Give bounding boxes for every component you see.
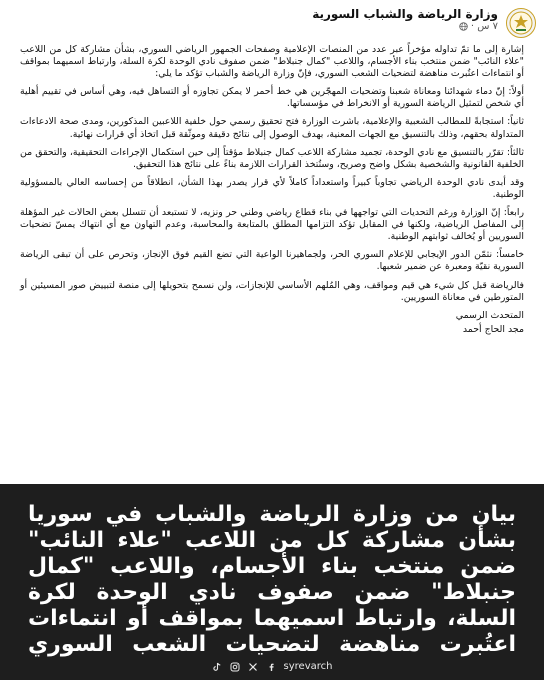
banner-headline: بيان من وزارة الرياضة والشباب في سوريا بشأن مشاركة كل من اللاعب "علاء النائب" ضمن منتخب بناء الأجسام، واللاعب "كمال جنبلاط" ضمن صفوف نادي الوحدة لكرة السلة، وارتباط اسميهما بمواقف أو انتماءات اعتُبرت مناهضة لتضحيات الشعب السوري bbox=[28, 502, 516, 657]
globe-icon bbox=[459, 22, 468, 31]
facebook-icon bbox=[266, 662, 276, 672]
headline-banner bbox=[0, 484, 544, 680]
page-avatar[interactable] bbox=[506, 8, 536, 38]
signature-title: المتحدث الرسمي bbox=[455, 309, 524, 321]
x-icon bbox=[248, 662, 258, 672]
post-paragraph-club-response: وقد أبدى نادي الوحدة الرياضي تجاوباً كبيراً واستعداداً كاملاً لأي قرار يصدر بهذا الشأن، انطلاقاً من إحساسه العالي بالمسؤولية الوطنية. bbox=[20, 176, 524, 200]
post-paragraph-fifth: خامساً: نثمّن الدور الإيجابي للإعلام السوري الحر، ولجماهيرنا الواعية التي تضع القيم فوق الإنجاز، وتحرص على أن تبقى الرياضة السورية نقيّة ومعبرة عن ضمير شعبها. bbox=[20, 249, 524, 273]
post-paragraph-intro: إشارة إلى ما تمّ تداوله مؤخراً عبر عدد من المنصات الإعلامية وصفحات الجمهور الرياضي السوري، بشأن مشاركة كل من اللاعب "علاء النائب" ضمن منتخب بناء الأجسام، واللاعب "كمال جنبلاط" ضمن صفوف نادي الوحدة لكرة السلة، وارتباط اسميهما بمواقف أو انتماءات اعتُبرت مناهضة لتضحيات الشعب السوري، فإنّ وزارة الرياضة والشباب تؤكد ما يلي: bbox=[20, 44, 524, 80]
social-footer bbox=[0, 661, 544, 672]
post-paragraph-closing: فالرياضة قبل كل شيء هي قيم ومواقف، وهي المُلهم الأساسي للإنجازات، ولن نسمح بتحويلها إلى منصة لتبييض صور المسيئين أو المتورطين في معاناة السوريين. bbox=[20, 279, 524, 303]
channel-handle: syrevarch bbox=[283, 661, 333, 672]
tiktok-icon bbox=[212, 662, 222, 672]
instagram-icon bbox=[230, 662, 240, 672]
signature-name: مجد الحاج أحمد bbox=[462, 323, 524, 335]
ministry-emblem-icon bbox=[509, 11, 533, 35]
timestamp-text: ٧ س · bbox=[470, 21, 498, 33]
post-timestamp[interactable] bbox=[312, 21, 498, 32]
page-name[interactable]: وزارة الرياضة والشباب السورية bbox=[312, 7, 498, 21]
post-body bbox=[20, 44, 524, 336]
post-paragraph-first: أولاً: إنّ دماء شهدائنا ومعاناة شعبنا وتضحيات المهجّرين هي خط أحمر لا يمكن تجاوزه أو التساهل فيه، وهي أساس في تقييم أهلية أي شخص لتمثيل الرياضة السورية أو الانخراط في مؤسساتها. bbox=[20, 86, 524, 110]
post-header bbox=[8, 8, 536, 42]
post-paragraph-fourth: رابعاً: إنّ الوزارة ورغم التحديات التي تواجهها في بناء قطاع رياضي وطني حر ونزيه، لا تستبعد أن تتسلل بعض الحالات غير المؤهلة إلى المفاصل الرياضية، ولكنها في المقابل تؤكد التزامها المطلق بالمتابعة والمحاسبة، وعدم التهاون مع أي انتهاك يمسّ تضحيات السوريين أو يُخالف ثوابتهم الوطنية. bbox=[20, 207, 524, 243]
post-meta bbox=[312, 8, 498, 32]
post-paragraph-second: ثانياً: استجابةً للمطالب الشعبية والإعلامية، باشرت الوزارة فتح تحقيق رسمي حول خلفية اللاعبين المذكورين، ومدى صحة الادعاءات المتداولة بحقهم، وذلك بالتنسيق مع الجهات المعنية، بهدف الوصول إلى نتائج دقيقة وموثّقة قبل اتخاذ أي قرارات نهائية. bbox=[20, 116, 524, 140]
post-paragraph-third: ثالثاً: تقرّر بالتنسيق مع نادي الوحدة، تجميد مشاركة اللاعب كمال جنبلاط مؤقتاً إلى حين استكمال الإجراءات التحقيقية، والتحقق من الخلفية القانونية والشخصية بشكل واضح وصريح، وستُتخذ القرارات اللازمة بناءً على نتائج هذا التحقيق. bbox=[20, 146, 524, 170]
